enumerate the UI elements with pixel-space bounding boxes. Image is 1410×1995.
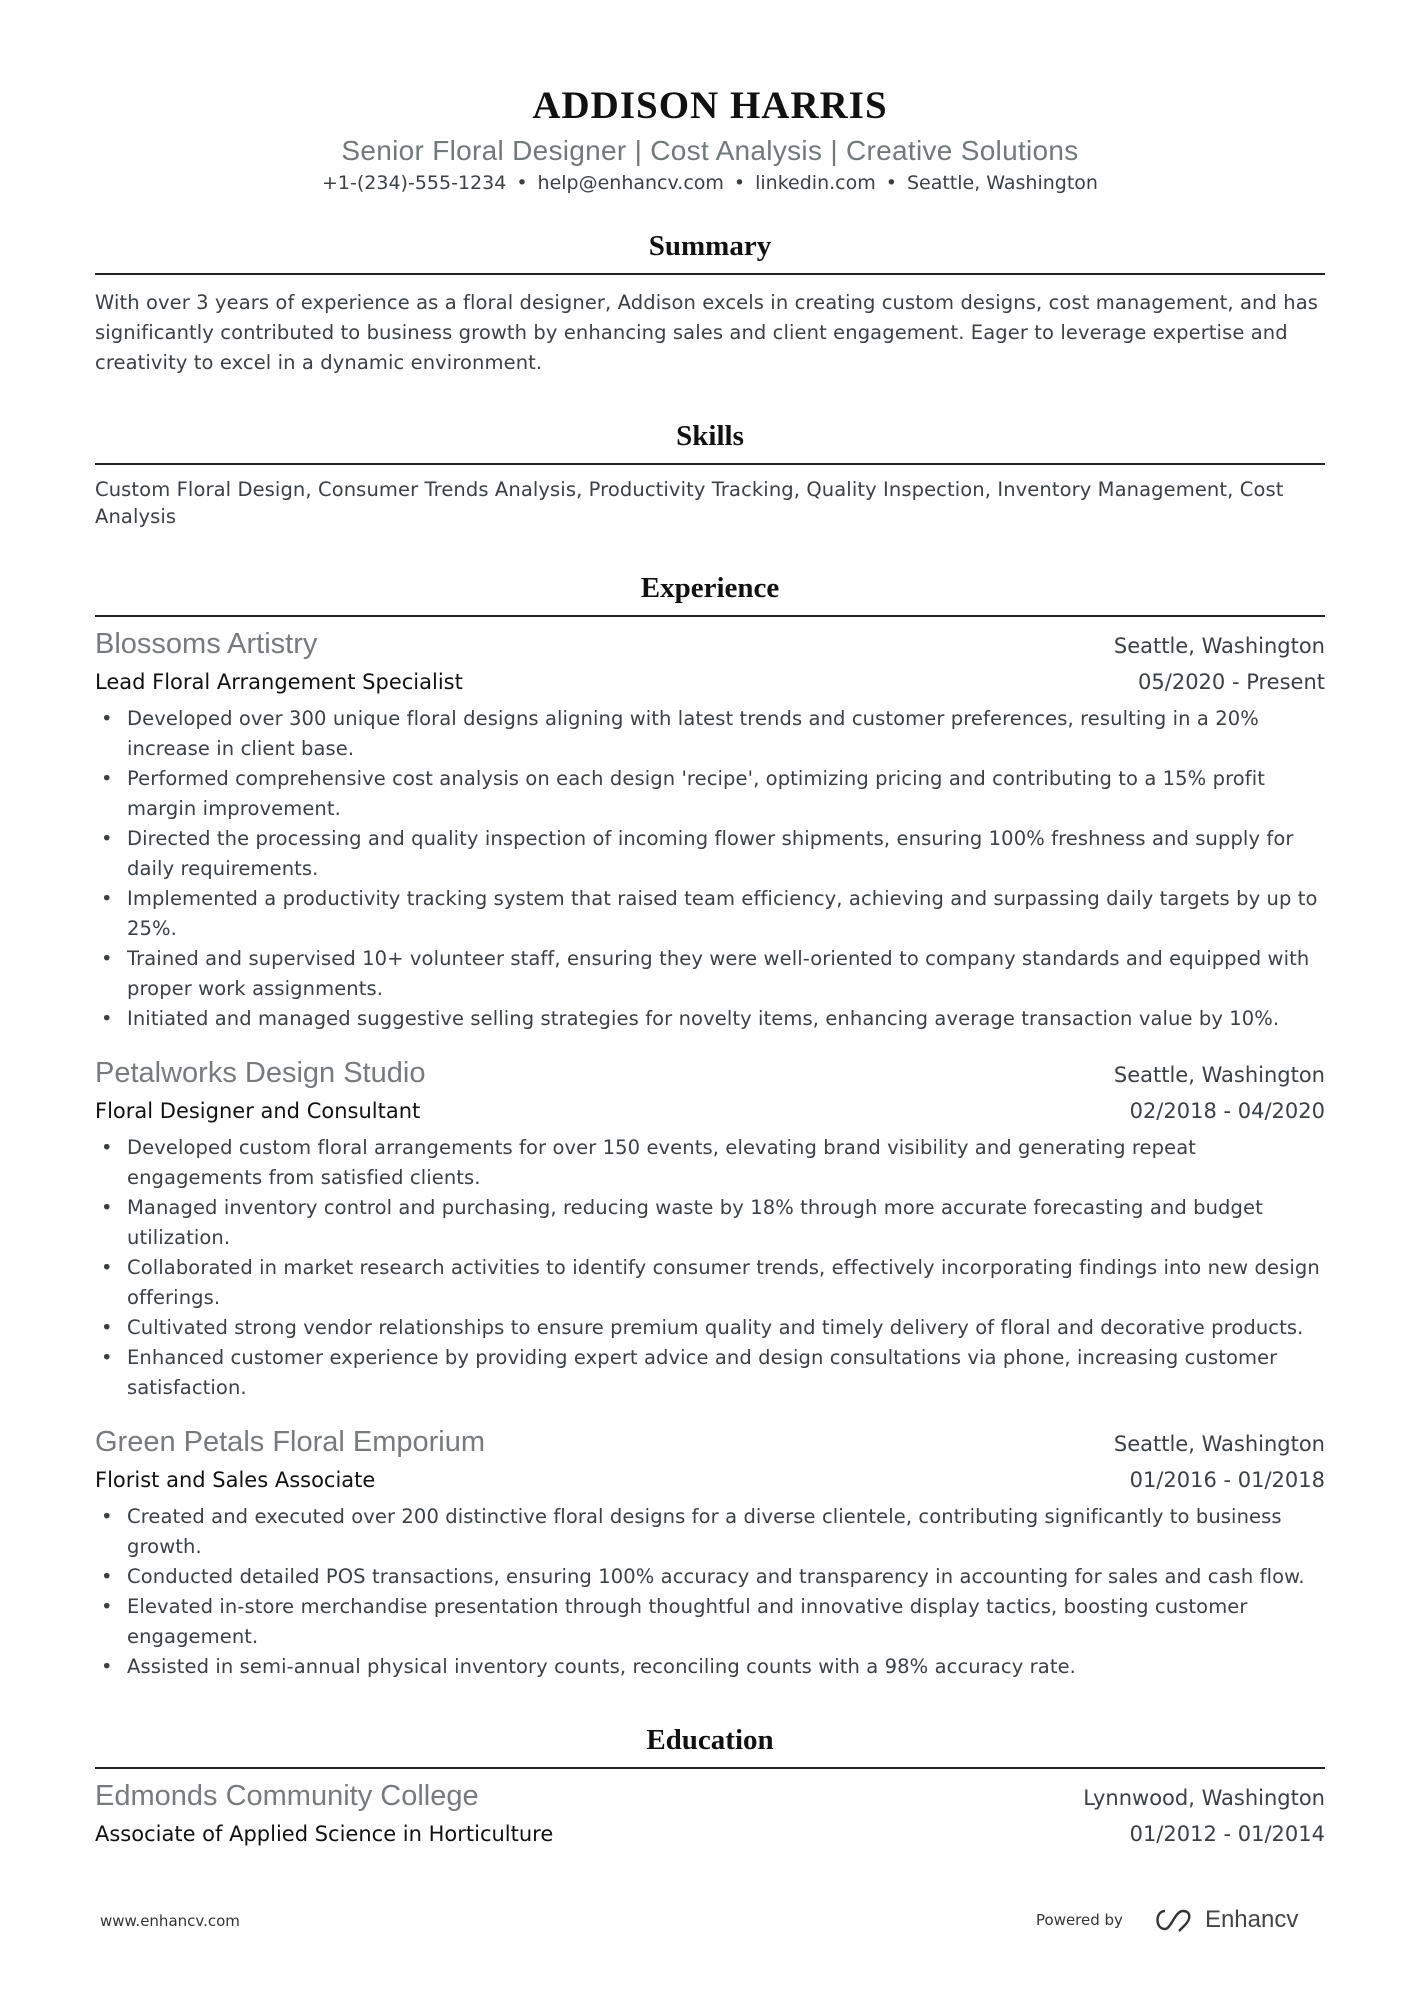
skills-section <box>95 418 1325 530</box>
separator: • <box>733 172 746 194</box>
summary-section <box>95 228 1325 378</box>
bullet-text: Conducted detailed POS transactions, ensuring 100% accuracy and transparency in accounting for sales and cash flow. <box>127 1565 1305 1588</box>
job-entry <box>95 627 1325 1034</box>
company-name: Petalworks Design Studio <box>95 1057 426 1089</box>
section-heading: Education <box>95 1722 1325 1769</box>
enhancv-logo[interactable] <box>1151 1906 1298 1934</box>
job-bullets <box>95 1502 1325 1682</box>
bullet-item <box>95 1193 1325 1253</box>
job-title: Floral Designer and Consultant <box>95 1099 421 1123</box>
job-title: Florist and Sales Associate <box>95 1468 376 1492</box>
bullet-icon: • <box>101 887 113 910</box>
section-heading: Summary <box>95 228 1325 275</box>
skills-text: Custom Floral Design, Consumer Trends Analysis, Productivity Tracking, Quality Inspection, Inventory Management, Cost Analysis <box>95 478 1284 528</box>
bullet-text: Directed the processing and quality inspection of incoming flower shipments, ensuring 100% freshness and supply for daily requirements. <box>127 827 1294 880</box>
bullet-icon: • <box>101 1346 113 1369</box>
summary-text: With over 3 years of experience as a floral designer, Addison excels in creating custom designs, cost management, and has significantly contributed to business growth by enhancing sales and client engagement. Eager to leverage expertise and creativity to excel in a dynamic environment. <box>95 291 1319 374</box>
job-location: Seattle, Washington <box>1113 634 1325 658</box>
bullet-text: Developed custom floral arrangements for over 150 events, elevating brand visibility and generating repeat engagements from satisfied clients. <box>127 1136 1197 1189</box>
job-location: Seattle, Washington <box>1113 1063 1325 1087</box>
job-dates: 05/2020 - Present <box>1138 670 1325 694</box>
bullet-icon: • <box>101 1595 113 1618</box>
school-location: Lynnwood, Washington <box>1083 1786 1325 1810</box>
bullet-item <box>95 1592 1325 1652</box>
bullet-icon: • <box>101 1565 113 1588</box>
bullet-text: Trained and supervised 10+ volunteer staff, ensuring they were well-oriented to company standards and equipped with proper work assignments. <box>127 947 1310 1000</box>
bullet-text: Cultivated strong vendor relationships to ensure premium quality and timely delivery of floral and decorative products. <box>127 1316 1304 1339</box>
bullet-icon: • <box>101 1136 113 1159</box>
company-name: Green Petals Floral Emporium <box>95 1426 486 1458</box>
brand-name: Enhancv <box>1204 1906 1299 1933</box>
bullet-item <box>95 1343 1325 1403</box>
location: Seattle, Washington <box>906 172 1098 194</box>
education-section <box>95 1722 1325 1848</box>
company-name: Blossoms Artistry <box>95 628 318 660</box>
separator: • <box>885 172 897 194</box>
bullet-text: Implemented a productivity tracking system that raised team efficiency, achieving and surpassing daily targets by up to 25%. <box>127 887 1318 940</box>
job-entry <box>95 1425 1325 1682</box>
powered-by-label: Powered by <box>1036 1911 1123 1929</box>
education-dates: 01/2012 - 01/2014 <box>1129 1822 1325 1846</box>
bullet-icon: • <box>101 1316 113 1339</box>
candidate-title: Senior Floral Designer | Cost Analysis | Creative Solutions <box>341 135 1079 166</box>
section-heading: Skills <box>95 418 1325 465</box>
bullet-text: Collaborated in market research activities to identify consumer trends, effectively incorporating findings into new design offerings. <box>127 1256 1320 1309</box>
job-bullets <box>95 704 1325 1034</box>
job-location: Seattle, Washington <box>1113 1432 1325 1456</box>
footer-branding <box>1036 1906 1298 1934</box>
bullet-item <box>95 824 1325 884</box>
job-entry <box>95 1056 1325 1403</box>
bullet-text: Assisted in semi-annual physical inventory counts, reconciling counts with a 98% accuracy rate. <box>127 1655 1076 1678</box>
bullet-text: Performed comprehensive cost analysis on each design 'recipe', optimizing pricing and contributing to a 15% profit margin improvement. <box>127 767 1266 820</box>
candidate-name: ADDISON HARRIS <box>532 84 888 127</box>
bullet-item <box>95 1004 1325 1034</box>
bullet-item <box>95 1313 1325 1343</box>
enhancv-logo-icon <box>1151 1907 1197 1933</box>
bullet-item <box>95 884 1325 944</box>
job-title: Lead Floral Arrangement Specialist <box>95 670 463 694</box>
bullet-icon: • <box>101 767 113 790</box>
contact-info <box>95 170 1325 196</box>
bullet-icon: • <box>101 1655 113 1678</box>
linkedin-link[interactable]: linkedin.com <box>755 172 876 194</box>
bullet-text: Managed inventory control and purchasing, reducing waste by 18% through more accurate forecasting and budget utilization. <box>127 1196 1263 1249</box>
bullet-icon: • <box>101 1196 113 1219</box>
bullet-item <box>95 944 1325 1004</box>
bullet-item <box>95 1133 1325 1193</box>
email-link[interactable]: help@enhancv.com <box>537 172 724 194</box>
bullet-item <box>95 704 1325 764</box>
bullet-text: Elevated in-store merchandise presentation through thoughtful and innovative display tactics, boosting customer engagement. <box>127 1595 1248 1648</box>
separator: • <box>516 172 528 194</box>
bullet-text: Initiated and managed suggestive selling strategies for novelty items, enhancing average transaction value by 10%. <box>127 1007 1280 1030</box>
bullet-item <box>95 764 1325 824</box>
experience-section <box>95 570 1325 1682</box>
job-dates: 01/2016 - 01/2018 <box>1129 1468 1325 1492</box>
footer-website[interactable]: www.enhancv.com <box>100 1912 240 1930</box>
bullet-icon: • <box>101 1007 113 1030</box>
bullet-text: Created and executed over 200 distinctive floral designs for a diverse clientele, contributing significantly to business growth. <box>127 1505 1282 1558</box>
bullet-icon: • <box>101 827 113 850</box>
bullet-text: Enhanced customer experience by providing expert advice and design consultations via phone, increasing customer satisfaction. <box>127 1346 1278 1399</box>
section-heading: Experience <box>95 570 1325 617</box>
bullet-text: Developed over 300 unique floral designs aligning with latest trends and customer preferences, resulting in a 20% increase in client base. <box>127 707 1259 760</box>
bullet-item <box>95 1652 1325 1682</box>
job-dates: 02/2018 - 04/2020 <box>1129 1099 1325 1123</box>
bullet-icon: • <box>101 947 113 970</box>
education-entry <box>95 1779 1325 1848</box>
job-bullets <box>95 1133 1325 1403</box>
school-name: Edmonds Community College <box>95 1780 479 1812</box>
phone: +1-(234)-555-1234 <box>322 172 507 194</box>
bullet-item <box>95 1562 1325 1592</box>
bullet-icon: • <box>101 707 113 730</box>
bullet-icon: • <box>101 1256 113 1279</box>
bullet-item <box>95 1502 1325 1562</box>
degree: Associate of Applied Science in Horticulture <box>95 1822 554 1846</box>
bullet-icon: • <box>101 1505 113 1528</box>
bullet-item <box>95 1253 1325 1313</box>
